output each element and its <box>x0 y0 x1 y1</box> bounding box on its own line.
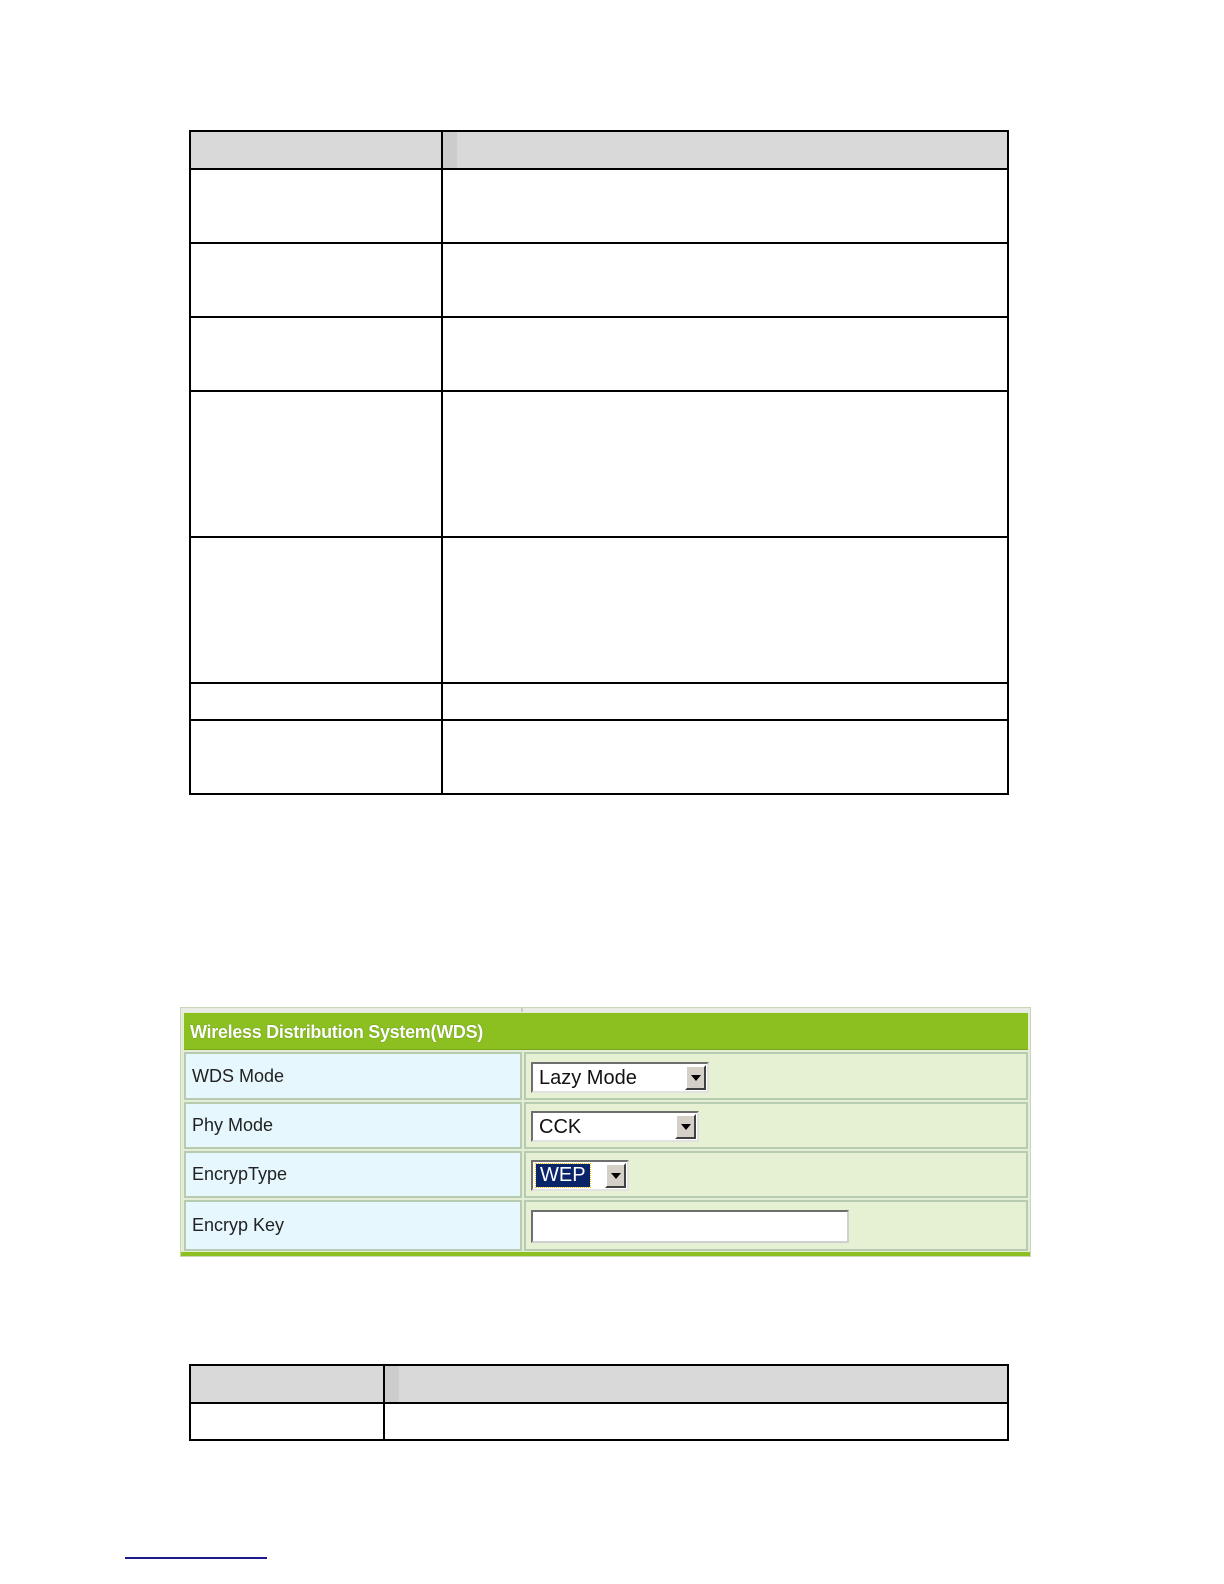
panel-top-strip <box>181 1008 1030 1012</box>
table-cell <box>190 391 442 537</box>
encryp-key-row <box>184 1200 1028 1251</box>
table-cell <box>442 720 1008 794</box>
value-cell <box>524 1200 1028 1251</box>
divider <box>521 1008 523 1012</box>
phy-mode-dropdown-button[interactable] <box>675 1114 696 1139</box>
table-cell <box>190 169 442 243</box>
header-cell-1 <box>190 1365 384 1403</box>
encryp-type-select[interactable] <box>531 1160 629 1191</box>
footer-rule <box>125 1557 267 1559</box>
panel-title: Wireless Distribution System(WDS) <box>190 1022 483 1042</box>
encryp-type-row <box>184 1151 1028 1198</box>
wds-mode-label: WDS Mode <box>192 1066 285 1086</box>
wds-mode-row <box>184 1052 1028 1100</box>
table-row <box>190 243 1008 317</box>
label-cell <box>184 1200 522 1251</box>
table-cell <box>442 317 1008 391</box>
table-row <box>190 720 1008 794</box>
chevron-down-icon <box>691 1075 701 1081</box>
table-cell <box>190 243 442 317</box>
table-cell <box>190 683 442 720</box>
table-cell <box>190 720 442 794</box>
panel-bottom-bar <box>181 1252 1030 1256</box>
table-cell <box>442 169 1008 243</box>
chevron-down-icon <box>611 1173 621 1179</box>
phy-mode-value: CCK <box>539 1116 582 1138</box>
table-row <box>190 391 1008 537</box>
label-cell <box>184 1102 522 1149</box>
table-header-row <box>190 131 1008 169</box>
table-row <box>190 537 1008 683</box>
header-cell-1 <box>190 131 442 169</box>
header-cell-2 <box>384 1365 1008 1403</box>
encryp-type-dropdown-button[interactable] <box>605 1163 626 1188</box>
encryp-type-label: EncrypType <box>192 1164 288 1184</box>
table-cell <box>442 683 1008 720</box>
encryp-type-value: WEP <box>536 1164 590 1187</box>
value-cell <box>524 1151 1028 1198</box>
table-header-row <box>190 1365 1008 1403</box>
header-cell-2 <box>442 131 1008 169</box>
wds-mode-dropdown-button[interactable] <box>685 1065 706 1090</box>
table-row <box>190 169 1008 243</box>
table-cell <box>190 1403 384 1440</box>
phy-mode-label: Phy Mode <box>192 1115 274 1135</box>
table-row <box>190 317 1008 391</box>
table-cell <box>190 537 442 683</box>
table-cell <box>442 243 1008 317</box>
wds-mode-select[interactable] <box>531 1062 709 1093</box>
encryp-key-label: Encryp Key <box>192 1215 285 1235</box>
phy-mode-row <box>184 1102 1028 1149</box>
phy-mode-select[interactable] <box>531 1111 699 1142</box>
table-cell <box>384 1403 1008 1440</box>
table-cell <box>442 537 1008 683</box>
chevron-down-icon <box>681 1124 691 1130</box>
value-cell <box>524 1052 1028 1100</box>
value-cell <box>524 1102 1028 1149</box>
panel-header <box>184 1013 1028 1050</box>
table-row <box>190 1403 1008 1440</box>
top-parameter-table <box>189 130 1009 795</box>
bottom-parameter-table <box>189 1364 1009 1441</box>
label-cell <box>184 1151 522 1198</box>
wds-mode-value: Lazy Mode <box>539 1067 637 1089</box>
label-cell <box>184 1052 522 1100</box>
encryp-key-input[interactable] <box>531 1210 849 1243</box>
table-cell <box>190 317 442 391</box>
table-row <box>190 683 1008 720</box>
wds-config-panel <box>180 1007 1031 1257</box>
table-cell <box>442 391 1008 537</box>
